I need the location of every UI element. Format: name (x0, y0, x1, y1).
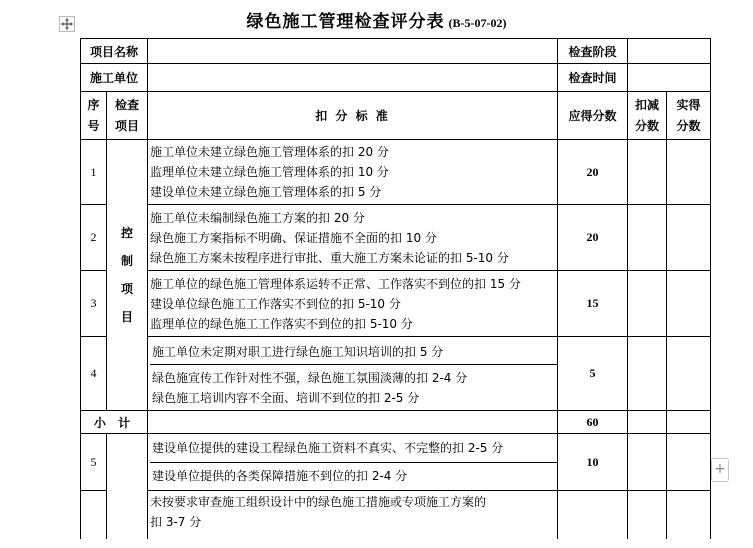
project-name-field[interactable] (148, 39, 558, 64)
criteria-line: 施工单位未编制绿色施工方案的扣 20 分 (150, 210, 365, 225)
deduct-score-field[interactable] (628, 434, 667, 491)
actual-score-field[interactable] (667, 434, 711, 491)
subtotal-deduct-field[interactable] (628, 411, 667, 434)
criteria-line: 监理单位的绿色施工工作落实不到位的扣 5-10 分 (150, 316, 413, 331)
row-number: 2 (81, 205, 107, 271)
deduct-score-field[interactable] (628, 271, 667, 337)
criteria-line: 建设单位提供的各类保障措施不到位的扣 2-4 分 (152, 469, 408, 483)
category-general-items (107, 434, 148, 539)
due-score: 5 (558, 337, 628, 411)
table-row (81, 140, 711, 205)
due-score (558, 491, 628, 539)
construction-unit-field[interactable] (148, 64, 558, 92)
criteria-line: 施工单位未定期对职工进行绿色施工知识培训的扣 5 分 (152, 344, 444, 359)
project-name-label: 项目名称 (81, 39, 148, 64)
inspection-time-label: 检查时间 (558, 64, 628, 92)
subtotal-row (81, 411, 711, 434)
criteria-line: 建设单位未建立绿色施工管理体系的扣 5 分 (150, 185, 382, 199)
form-code: (B-5-07-02) (448, 16, 507, 30)
criteria-cell (148, 434, 558, 491)
due-score: 10 (558, 434, 628, 491)
subtotal-actual-field[interactable] (667, 411, 711, 434)
criteria-subcell (150, 365, 557, 408)
row-number: 4 (81, 337, 107, 411)
deduct-score-field[interactable] (628, 337, 667, 411)
criteria-line: 未按要求审查施工组织设计中的绿色施工措施或专项施工方案的 (150, 495, 487, 509)
due-score: 20 (558, 140, 628, 205)
row-number: 1 (81, 140, 107, 205)
criteria-line: 绿色施工方案未按程序进行审批、重大施工方案未论证的扣 5-10 分 (150, 250, 509, 265)
inspection-stage-field[interactable] (628, 39, 711, 64)
due-score: 20 (558, 205, 628, 271)
row-number: 5 (81, 434, 107, 491)
inspection-time-field[interactable] (628, 64, 711, 92)
criteria-cell (148, 205, 558, 271)
table-row (81, 271, 711, 337)
criteria-line: 绿色施宣传工作针对性不强，绿色施工氛围淡薄的扣 2-4 分 (152, 370, 468, 385)
construction-unit-label: 施工单位 (81, 64, 148, 92)
due-score: 15 (558, 271, 628, 337)
actual-score-field[interactable] (667, 337, 711, 411)
criteria-cell (148, 491, 558, 539)
actual-score-field[interactable] (667, 491, 711, 539)
criteria-subcell (150, 463, 557, 490)
criteria-line: 绿色施工培训内容不全面、培训不到位的扣 2-5 分 (152, 390, 420, 405)
criteria-line: 施工单位未建立绿色施工管理体系的扣 20 分 (150, 145, 389, 159)
criteria-cell (148, 140, 558, 205)
criteria-subcell (150, 434, 557, 463)
inspection-stage-label: 检查阶段 (558, 39, 628, 64)
deduct-score-field[interactable] (628, 205, 667, 271)
col-actual-header: 实得 分数 (667, 92, 711, 140)
row-number: 3 (81, 271, 107, 337)
table-row (81, 491, 711, 539)
title-text: 绿色施工管理检查评分表 (246, 12, 445, 32)
col-criteria-header: 扣 分 标 准 (148, 92, 558, 140)
table-row (81, 434, 711, 491)
criteria-cell (148, 337, 558, 411)
category-control-items: 控 制 项 目 (107, 140, 148, 411)
criteria-cell (148, 271, 558, 337)
col-check-item-header: 检查 项目 (107, 92, 148, 140)
score-table (80, 38, 711, 539)
deduct-score-field[interactable] (628, 140, 667, 205)
criteria-line: 建设单位绿色施工工作落实不到位的扣 5-10 分 (150, 296, 401, 311)
subtotal-label: 小 计 (81, 411, 148, 434)
actual-score-field[interactable] (667, 271, 711, 337)
header-row-project (81, 39, 711, 64)
criteria-line: 监理单位未建立绿色施工管理体系的扣 10 分 (150, 165, 389, 179)
column-header-row (81, 92, 711, 140)
plus-icon: + (714, 461, 726, 477)
criteria-line: 扣 3-7 分 (150, 515, 202, 529)
table-row (81, 337, 711, 411)
col-deduct-header: 扣减 分数 (628, 92, 667, 140)
actual-score-field[interactable] (667, 140, 711, 205)
form-title (0, 7, 753, 32)
col-due-score-header: 应得分数 (558, 92, 628, 140)
header-row-unit (81, 64, 711, 92)
row-number (81, 491, 107, 539)
criteria-line: 施工单位的绿色施工管理体系运转不正常、工作落实不到位的扣 15 分 (150, 276, 521, 291)
criteria-subcell (150, 340, 557, 365)
criteria-line: 建设单位提供的建设工程绿色施工资料不真实、不完整的扣 2-5 分 (152, 441, 504, 455)
add-row-button[interactable] (711, 458, 729, 482)
table-row (81, 205, 711, 271)
subtotal-score: 60 (558, 411, 628, 434)
deduct-score-field[interactable] (628, 491, 667, 539)
actual-score-field[interactable] (667, 205, 711, 271)
subtotal-criteria-cell (148, 411, 558, 434)
criteria-line: 绿色施工方案指标不明确、保证措施不全面的扣 10 分 (150, 230, 437, 245)
col-seq-header: 序 号 (81, 92, 107, 140)
